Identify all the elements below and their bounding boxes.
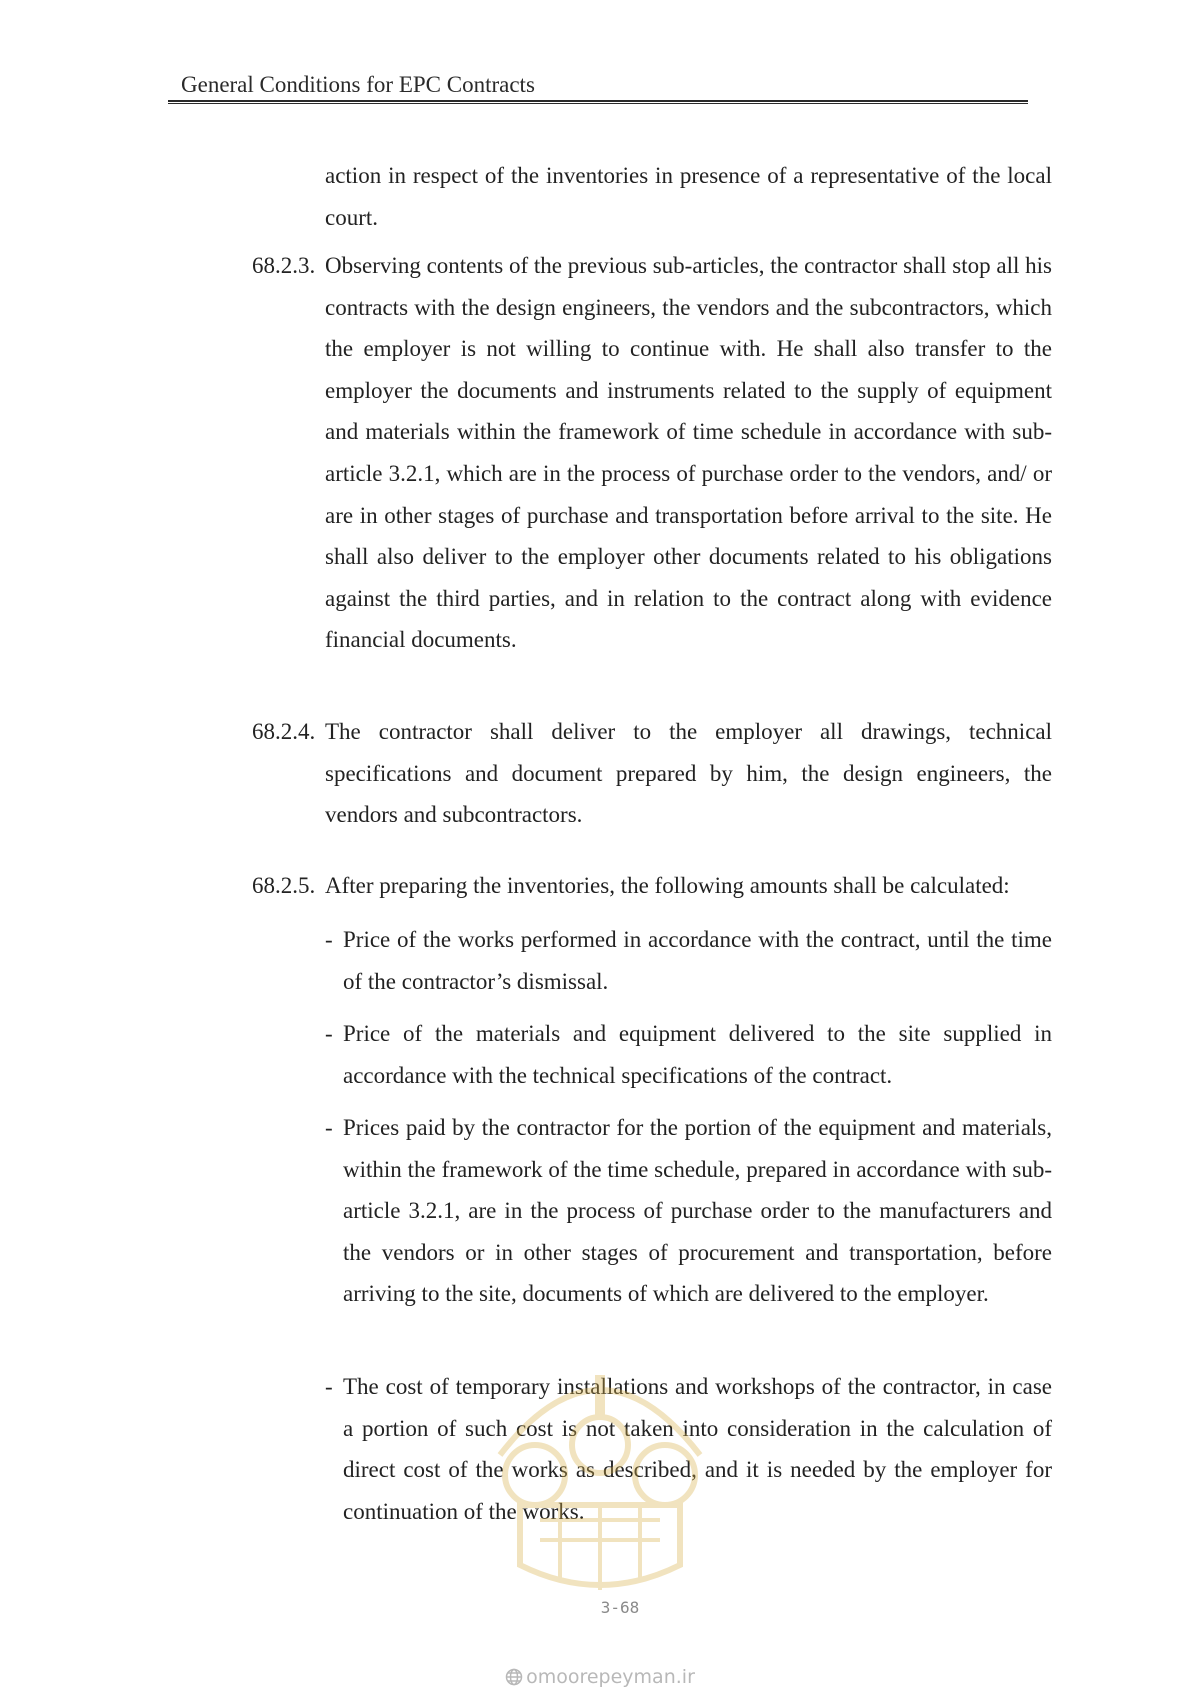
bullet-text: Price of the materials and equipment delivered to the site supplied in accordance with the technical specifications of the contract. xyxy=(343,1021,1052,1088)
page-number: 3-68 xyxy=(600,1598,640,1617)
bullet-text: Price of the works performed in accordance with the contract, until the time of the contractor’s dismissal. xyxy=(343,927,1052,994)
bullet-text: The cost of temporary installations and workshops of the contractor, in case a portion of such cost is not taken into consideration in the calculation of direct cost of the works as described, and it is needed by the employer for continuation of the works. xyxy=(343,1374,1052,1524)
bullet-item xyxy=(325,1107,1052,1315)
bullet-text: Prices paid by the contractor for the portion of the equipment and materials, within the framework of the time schedule, prepared in accordance with sub-article 3.2.1, are in the process of purchase order to the manufacturers and the vendors or in other stages of procurement and transportation, before arriving to the site, documents of which are delivered to the employer. xyxy=(343,1115,1052,1307)
bullet-item xyxy=(325,1013,1052,1096)
paragraph-text: action in respect of the inventories in presence of a representative of the local court. xyxy=(325,163,1052,230)
clause-text: After preparing the inventories, the following amounts shall be calculated: xyxy=(325,873,1010,898)
site-footer xyxy=(490,1667,710,1687)
bullet-marker: - xyxy=(325,1115,333,1140)
continuation-paragraph xyxy=(252,155,1052,238)
bullet-item xyxy=(325,919,1052,1002)
page-header-title: General Conditions for EPC Contracts xyxy=(181,72,535,97)
bullet-marker: - xyxy=(325,1021,333,1046)
header-divider xyxy=(168,100,1028,104)
clause-68-2-4 xyxy=(252,711,1052,836)
clause-text: Observing contents of the previous sub-articles, the contractor shall stop all his contracts with the design engineers, the vendors and the subcontractors, which the employer is not willing to continue with. He shall also transfer to the employer the documents and instruments related to the supply of equipment and materials within the framework of time schedule in accordance with sub-article 3.2.1, which are in the process of purchase order to the vendors, and/ or are in other stages of purchase and transportation before arrival to the site. He shall also deliver to the employer other documents related to his obligations against the third parties, and in relation to the contract along with evidence financial documents. xyxy=(325,253,1052,653)
clause-text: The contractor shall deliver to the employer all drawings, technical specifications and document prepared by him, the design engineers, the vendors and subcontractors. xyxy=(325,719,1052,828)
bullet-marker: - xyxy=(325,927,333,952)
bullet-marker: - xyxy=(325,1374,333,1399)
site-url: omoorepeyman.ir xyxy=(526,1666,695,1688)
globe-icon xyxy=(505,1668,523,1686)
clause-number: 68.2.5. xyxy=(252,873,316,898)
clause-68-2-5 xyxy=(252,865,1052,907)
clause-68-2-3 xyxy=(252,245,1052,661)
clause-number: 68.2.4. xyxy=(252,719,316,744)
clause-number: 68.2.3. xyxy=(252,253,316,278)
bullet-item xyxy=(325,1366,1052,1532)
